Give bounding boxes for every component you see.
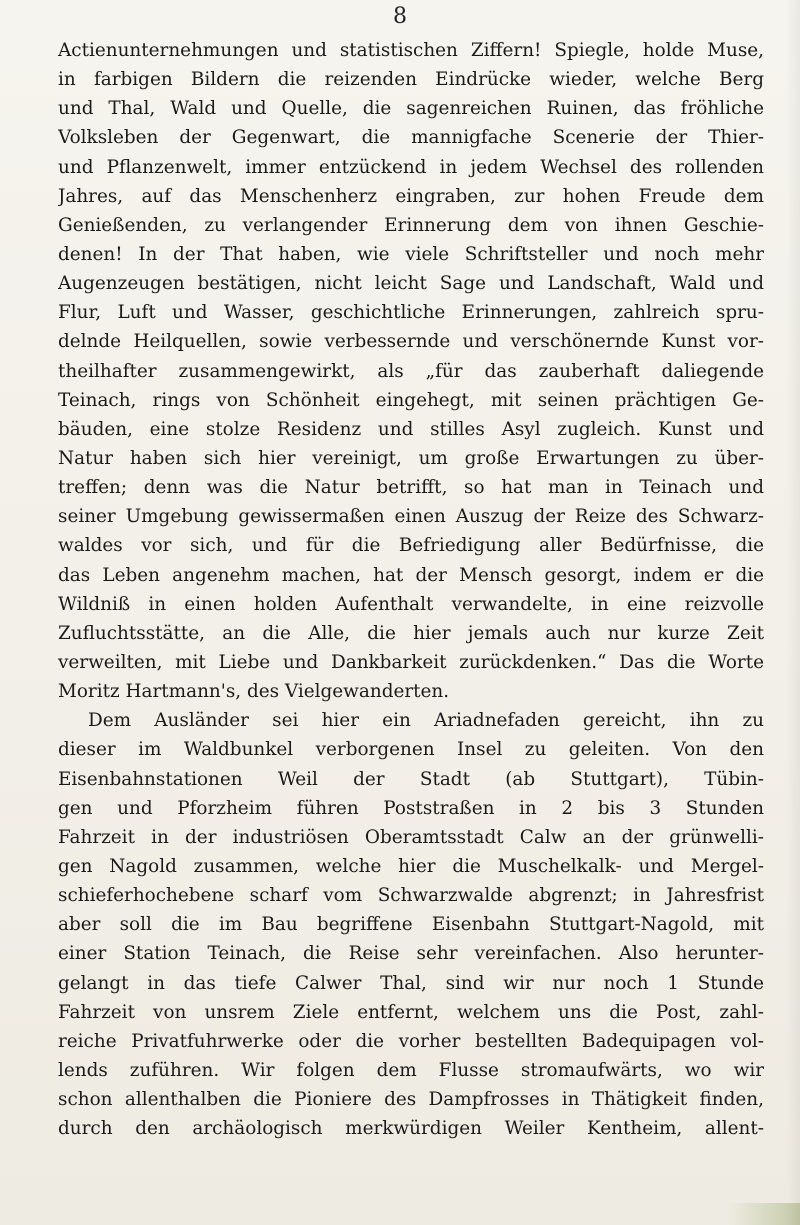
text-line: gen Nagold zusammen, welche hier die Muschelkalk- und Mergel-	[58, 855, 764, 877]
text-line: Genießenden, zu verlangender Erinnerung dem von ihnen Geschie-	[58, 214, 764, 236]
text-line: schon allenthalben die Pioniere des Dampfrosses in Thätigkeit finden,	[58, 1089, 764, 1111]
text-line: Wildniß in einen holden Aufenthalt verwandelte, in eine reizvolle	[58, 593, 764, 615]
text-line: Zufluchtsstätte, an die Alle, die hier jemals auch nur kurze Zeit	[58, 622, 764, 644]
page-corner-mark	[728, 1203, 800, 1225]
text-line: Moritz Hartmann's, des Vielgewanderten.	[58, 681, 450, 703]
text-line: Eisenbahnstationen Weil der Stadt (ab Stuttgart), Tübin-	[58, 768, 764, 790]
text-line: Volksleben der Gegenwart, die mannigfache Scenerie der Thier-	[58, 127, 764, 149]
text-line: gelangt in das tiefe Calwer Thal, sind wir nur noch 1 Stunde	[58, 972, 764, 994]
text-line: Fahrzeit von unsrem Ziele entfernt, welchem uns die Post, zahl-	[58, 1001, 764, 1023]
text-line: schieferhochebene scharf vom Schwarzwalde abgrenzt; in Jahresfrist	[58, 885, 764, 907]
text-line: Fahrzeit in der industriösen Oberamtsstadt Calw an der grünwelli-	[58, 826, 764, 848]
text-line: delnde Heilquellen, sowie verbessernde und verschönernde Kunst vor-	[58, 331, 764, 353]
text-line: und Pflanzenwelt, immer entzückend in jedem Wechsel des rollenden	[58, 156, 764, 178]
text-line: aber soll die im Bau begriffene Eisenbahn Stuttgart-Nagold, mit	[58, 914, 764, 936]
text-line: Flur, Luft und Wasser, geschichtliche Erinnerungen, zahlreich spru-	[58, 302, 764, 324]
text-line: durch den archäologisch merkwürdigen Weiler Kentheim, allent-	[58, 1118, 764, 1140]
page-number: 8	[393, 4, 407, 29]
text-line: das Leben angenehm machen, hat der Mensch gesorgt, indem er die	[58, 564, 764, 586]
text-line: Teinach, rings von Schönheit eingehegt, mit seinen prächtigen Ge-	[58, 389, 764, 411]
page-edge-shadow	[786, 0, 800, 1225]
text-line: Augenzeugen bestätigen, nicht leicht Sage und Landschaft, Wald und	[58, 273, 764, 295]
text-line: Jahres, auf das Menschenherz eingraben, zur hohen Freude dem	[58, 185, 764, 207]
text-line: theilhafter zusammengewirkt, als „für das zauberhaft daliegende	[58, 360, 764, 382]
text-line: und Thal, Wald und Quelle, die sagenreichen Ruinen, das fröhliche	[58, 98, 764, 120]
text-line: gen und Pforzheim führen Poststraßen in 2 bis 3 Stunden	[58, 797, 764, 819]
text-line: dieser im Waldbunkel verborgenen Insel zu geleiten. Von den	[58, 739, 764, 761]
text-line: Natur haben sich hier vereinigt, um große Erwartungen zu über-	[58, 447, 764, 469]
text-line: treffen; denn was die Natur betrifft, so hat man in Teinach und	[58, 477, 764, 499]
text-line: reiche Privatfuhrwerke oder die vorher bestellten Badequipagen vol-	[58, 1030, 764, 1052]
text-line: Actienunternehmungen und statistischen Ziffern! Spiegle, holde Muse,	[58, 40, 764, 61]
text-line: lends zuführen. Wir folgen dem Flusse stromaufwärts, wo wir	[58, 1059, 764, 1081]
text-line: in farbigen Bildern die reizenden Eindrücke wieder, welche Berg	[58, 69, 764, 91]
text-line: bäuden, eine stolze Residenz und stilles Asyl zugleich. Kunst und	[58, 418, 764, 440]
text-line: denen! In der That haben, wie viele Schriftsteller und noch mehr	[58, 243, 764, 265]
text-line: verweilten, mit Liebe und Dankbarkeit zurückdenken.“ Das die Worte	[58, 651, 764, 673]
text-line: einer Station Teinach, die Reise sehr vereinfachen. Also herunter-	[58, 943, 764, 965]
body-text	[58, 36, 764, 1143]
text-line: seiner Umgebung gewissermaßen einen Auszug der Reize des Schwarz-	[58, 506, 764, 528]
text-line: Dem Ausländer sei hier ein Ariadnefaden gereicht, ihn zu	[88, 710, 764, 732]
text-line: waldes vor sich, und für die Befriedigung aller Bedürfnisse, die	[58, 535, 764, 557]
